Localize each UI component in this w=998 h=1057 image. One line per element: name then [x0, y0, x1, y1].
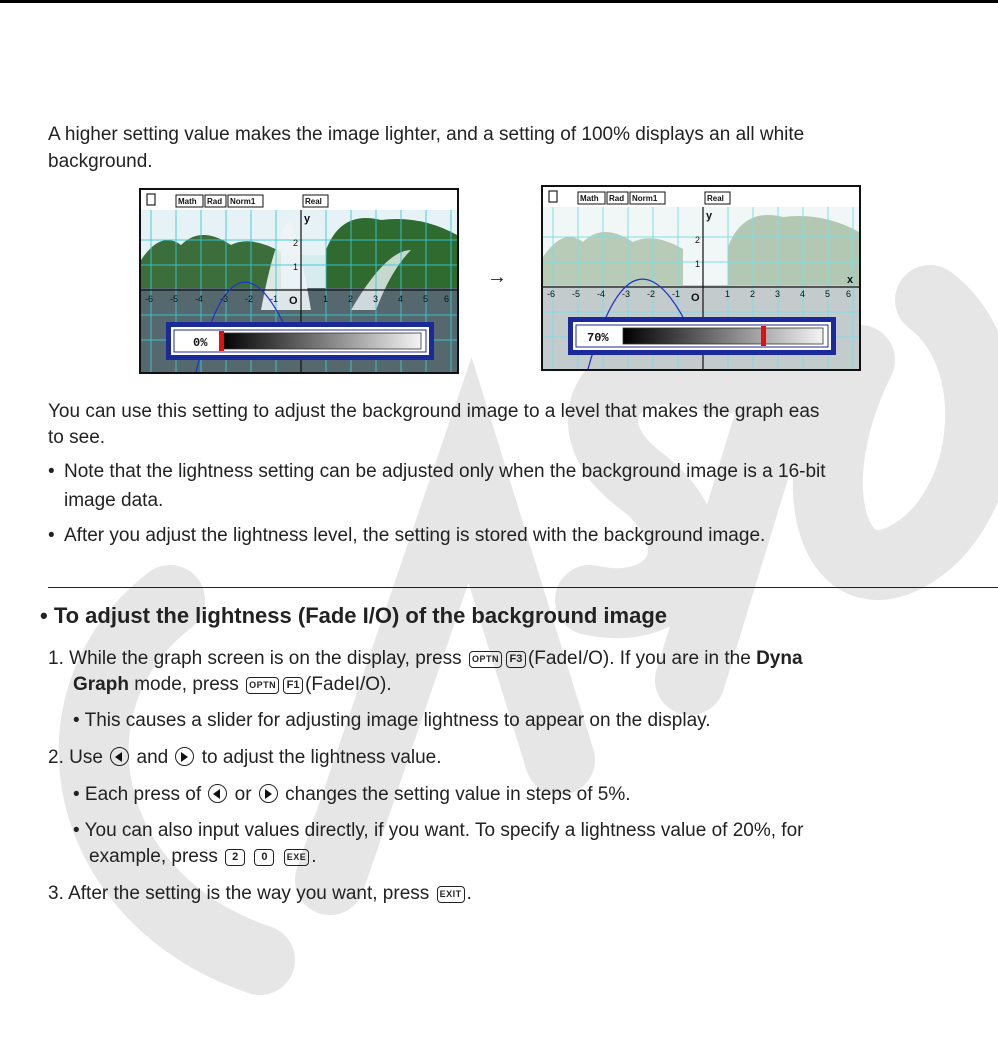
svg-text:-5: -5: [170, 294, 179, 304]
step-2-line: 2. Use and to adjust the lightness value.: [48, 747, 442, 768]
svg-text:Real: Real: [707, 194, 724, 203]
exit-key: EXIT: [437, 886, 465, 903]
svg-text:-2: -2: [647, 289, 656, 299]
fade-slider-knob: [761, 326, 766, 346]
svg-text:5: 5: [423, 294, 429, 304]
status-rad: Rad: [207, 197, 223, 206]
left-arrow-key-icon: [208, 784, 227, 803]
svg-text:3: 3: [373, 294, 379, 304]
bullet-mark: •: [48, 461, 55, 482]
svg-text:4: 4: [800, 289, 806, 299]
x-axis-label: x: [847, 274, 854, 286]
screen-left-graphic: [141, 190, 457, 372]
status-real: Real: [305, 197, 322, 206]
f1-key: F1: [283, 677, 303, 694]
fade-slider-knob: [219, 331, 224, 351]
fade-gradient-bar: [623, 328, 823, 344]
status-math: Math: [178, 197, 197, 206]
svg-text:1: 1: [695, 259, 701, 269]
right-arrow-key-icon: [259, 784, 278, 803]
svg-text:O: O: [691, 292, 700, 304]
optn-key: OPTN: [246, 677, 279, 694]
body-line-1: You can use this setting to adjust the background image to a level that makes the graph eas: [48, 401, 820, 422]
optn-key: OPTN: [469, 651, 502, 668]
fade-value-label: 70%: [587, 331, 609, 345]
step-2-sub-2-line-1: • You can also input values directly, if you want. To specify a lightness value of 20%, for: [73, 820, 804, 841]
bullet-setting-stored: • After you adjust the lightness level, the setting is stored with the background image.: [48, 525, 766, 546]
svg-text:Norm1: Norm1: [632, 194, 658, 203]
intro-line-2: background.: [48, 151, 153, 172]
svg-text:-1: -1: [672, 289, 681, 299]
svg-text:1: 1: [725, 289, 731, 299]
f3-key: F3: [506, 651, 526, 668]
bullet-lightness-16bit: • Note that the lightness setting can be adjusted only when the background image is a 16-bit image data.: [48, 461, 826, 511]
svg-text:-3: -3: [622, 289, 631, 299]
exe-key: EXE: [284, 849, 310, 866]
svg-text:-2: -2: [245, 294, 254, 304]
body-line-2: to see.: [48, 427, 106, 448]
svg-text:-1: -1: [270, 294, 279, 304]
y-tick-1: 1: [293, 262, 299, 272]
section-heading: • To adjust the lightness (Fade I/O) of the background image: [40, 603, 668, 628]
svg-text:-6: -6: [547, 289, 556, 299]
svg-text:5: 5: [825, 289, 831, 299]
calculator-screen-fade-70: [541, 185, 861, 371]
svg-text:-4: -4: [195, 294, 204, 304]
left-arrow-key-icon: [110, 747, 129, 766]
svg-text:2: 2: [750, 289, 756, 299]
svg-text:-5: -5: [572, 289, 581, 299]
transition-arrow: →: [487, 266, 507, 288]
svg-text:3: 3: [775, 289, 781, 299]
right-arrow-key-icon: [175, 747, 194, 766]
step-1-sub: • This causes a slider for adjusting image lightness to appear on the display.: [73, 710, 711, 731]
svg-text:-6: -6: [145, 294, 154, 304]
svg-text:-4: -4: [597, 289, 606, 299]
zero-key: 0: [254, 849, 274, 866]
status-norm: Norm1: [230, 197, 256, 206]
svg-text:6: 6: [846, 289, 852, 299]
svg-text:2: 2: [695, 235, 701, 245]
svg-text:1: 1: [323, 294, 329, 304]
fade-value-label: 0%: [193, 336, 208, 350]
intro-line-1: A higher setting value makes the image lighter, and a setting of 100% displays an all white: [48, 124, 805, 145]
step-2-sub-2-line-2: example, press 2 0 EXE .: [89, 846, 317, 867]
section-rule: [48, 587, 998, 588]
step-1-line-2: Graph mode, press OPTN F1 (FadeI/O).: [73, 674, 392, 695]
bullet-mark: •: [48, 525, 55, 546]
y-tick-2: 2: [293, 238, 299, 248]
svg-text:Math: Math: [580, 194, 599, 203]
screen-right-graphic: [543, 187, 859, 369]
calculator-screen-fade-0: [139, 188, 459, 374]
svg-text:6: 6: [444, 294, 450, 304]
step-3-line: 3. After the setting is the way you want, press EXIT .: [48, 883, 472, 904]
step-1-line-1: 1. While the graph screen is on the display, press OPTN F3 (FadeI/O). If you are in the Dyna: [48, 648, 803, 669]
fade-gradient-bar: [221, 333, 421, 349]
svg-text:-3: -3: [220, 294, 229, 304]
step-2-sub-1: • Each press of or changes the setting value in steps of 5%.: [73, 784, 631, 805]
svg-text:2: 2: [348, 294, 354, 304]
svg-text:y: y: [706, 210, 713, 222]
svg-text:Rad: Rad: [609, 194, 625, 203]
top-rule: [0, 0, 998, 3]
two-key: 2: [225, 849, 245, 866]
y-axis-label: y: [304, 213, 311, 225]
svg-text:4: 4: [398, 294, 404, 304]
origin-label: O: [289, 295, 298, 307]
